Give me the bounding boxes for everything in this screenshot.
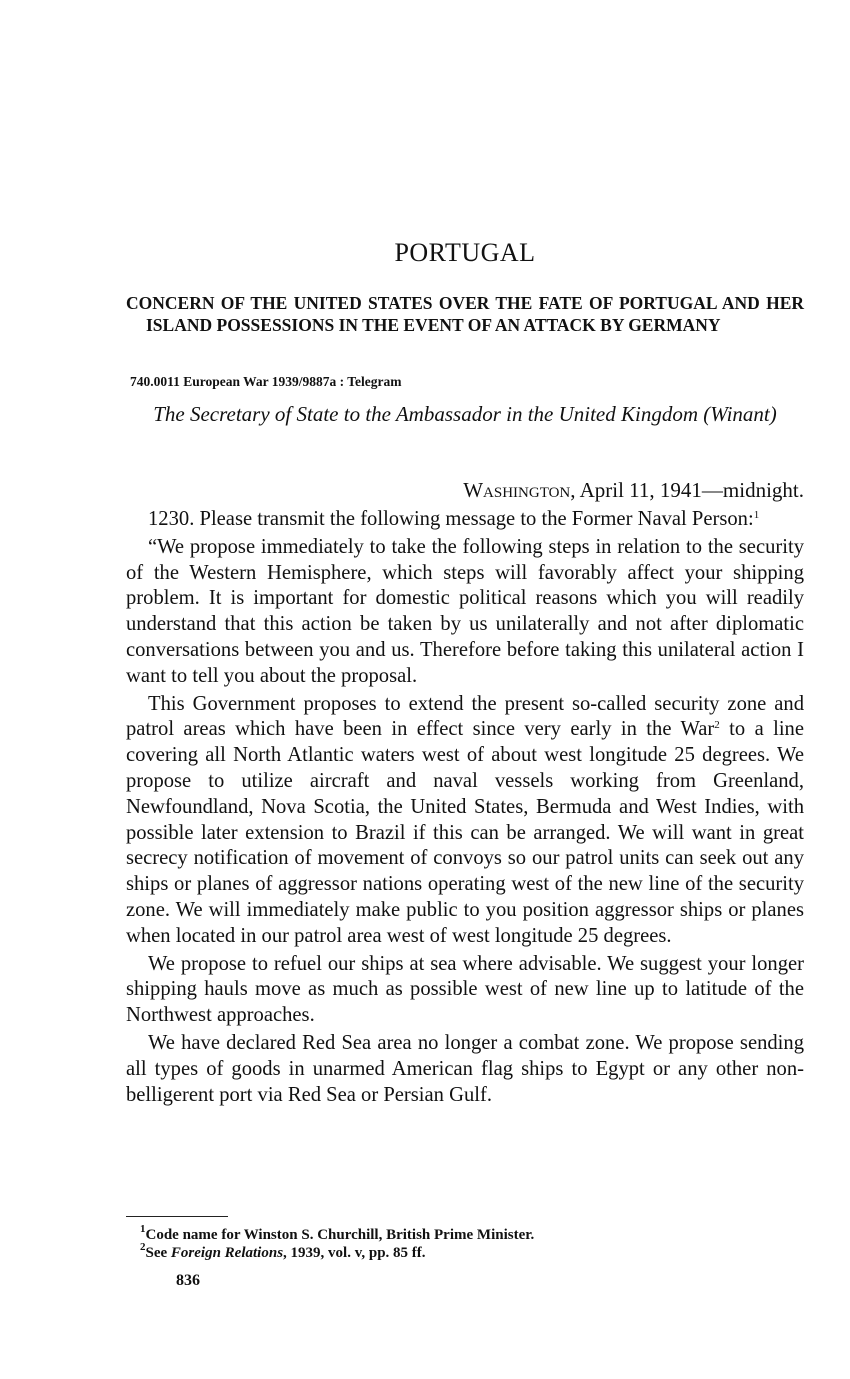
dateline — [463, 478, 804, 503]
paragraph-3 — [126, 692, 804, 950]
paragraph-3-text-b: to a line covering all North Atlantic waters west of about west longitude 25 degrees. We propose to utilize aircraft and naval vessels working from Greenland, Newfoundland, Nova Scotia, the United States, Bermuda and West Indies, with possible later extension to Brazil if this can be arranged. We will want in great secrecy notification of movement of convoys so our patrol units can seek out any ships or planes of aggressor nations operating west of the new line of the security zone. We will immediately make public to you position aggressor ships or planes when located in our patrol area west of west longitude 25 degrees. — [126, 718, 804, 947]
footnote-ref-1: 1 — [753, 509, 760, 521]
footnote-2-post: , 1939, vol. v, pp. 85 ff. — [283, 1245, 426, 1261]
footnote-1-mark: 1 — [140, 1223, 146, 1235]
footnote-2 — [140, 1241, 800, 1262]
chapter-title: PORTUGAL — [394, 238, 536, 267]
footnote-1 — [140, 1223, 800, 1244]
footnote-2-title: Foreign Relations — [170, 1245, 284, 1261]
footnote-2-pre: See — [145, 1245, 171, 1261]
telegram-body — [126, 507, 804, 1108]
footnote-2-mark: 2 — [140, 1241, 146, 1253]
paragraph-3-text-a: This Government proposes to extend the present so-called security zone and patrol areas which have been in effect since very early in the War — [126, 692, 804, 741]
file-reference: 740.0011 European War 1939/9887a : Telegram — [130, 374, 402, 389]
footnotes — [140, 1223, 800, 1262]
paragraph-4: We propose to refuel our ships at sea where advisable. We suggest your longer shipping hauls move as much as possible west of new line up to latitude of the Northwest approaches. — [126, 952, 804, 1027]
dateline-place: Washington — [463, 478, 571, 502]
footnote-divider — [126, 1216, 228, 1217]
footnote-ref-2: 2 — [714, 719, 720, 732]
paragraph-1 — [126, 507, 804, 533]
paragraph-2: “We propose immediately to take the following steps in relation to the security of the Western Hemisphere, which steps will favorably affect your shipping problem. It is important for domestic political reasons which you will readily understand that this action be taken by us unilaterally and not after diplomatic conversations between you and us. Therefore before taking this unilateral action I want to tell you about the proposal. — [126, 535, 804, 687]
paragraph-5: We have declared Red Sea area no longer a combat zone. We propose sending all types of goods in unarmed American flag ships to Egypt or any other non-belligerent port via Red Sea or Persian Gulf. — [126, 1031, 804, 1106]
section-heading: CONCERN OF THE UNITED STATES OVER THE FATE OF PORTUGAL AND HER ISLAND POSSESSIONS IN THE EVENT OF AN ATTACK BY GERMANY — [126, 293, 804, 335]
footnote-1-text: Code name for Winston S. Churchill, British Prime Minister. — [145, 1227, 535, 1243]
page-number: 836 — [176, 1272, 200, 1289]
addressee-line: The Secretary of State to the Ambassador in the United Kingdom (Winant) — [153, 402, 777, 426]
dateline-date: , April 11, 1941—midnight. — [570, 478, 804, 502]
paragraph-1-text: 1230. Please transmit the following message to the Former Naval Person: — [148, 508, 754, 530]
